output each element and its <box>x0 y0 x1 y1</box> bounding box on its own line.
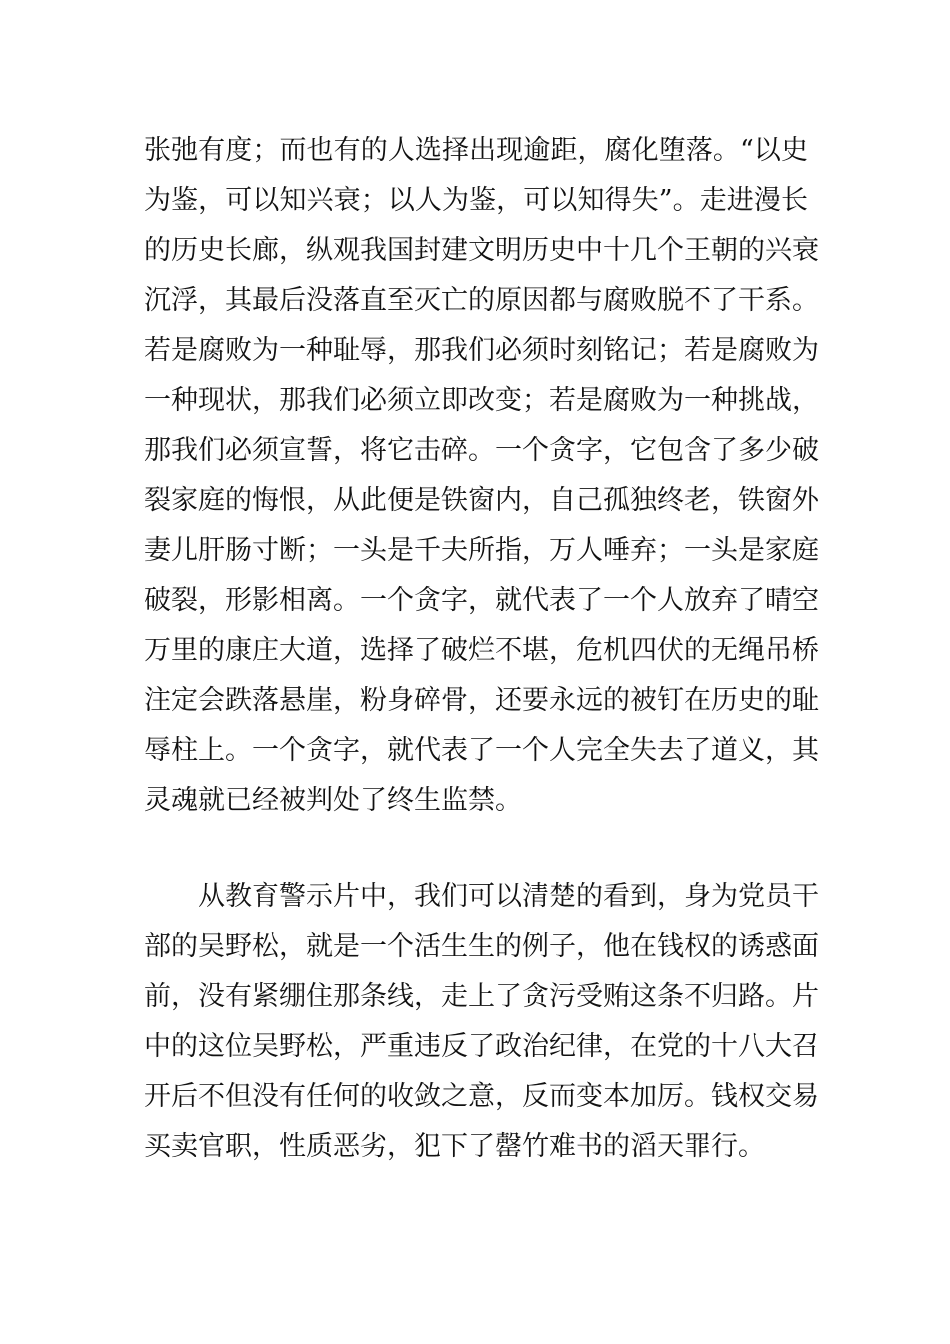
paragraph-line: 灵魂就已经被判处了终生监禁。 <box>144 785 522 816</box>
paragraph-line: 从教育警示片中，我们可以清楚的看到，身为党员干 <box>198 881 819 912</box>
paragraph-line: 中的这位吴野松，严重违反了政治纪律，在党的十八大召 <box>144 1031 819 1062</box>
paragraph-1 <box>144 126 819 826</box>
paragraph-line: 为鉴，可以知兴衰；以人为鉴，可以知得失”。走进漫长 <box>144 185 808 216</box>
paragraph-line: 开后不但没有任何的收敛之意，反而变本加厉。钱权交易 <box>144 1081 819 1112</box>
paragraph-line: 张弛有度；而也有的人选择出现逾距，腐化堕落。“以史 <box>144 135 808 166</box>
paragraph-line: 一种现状，那我们必须立即改变；若是腐败为一种挑战， <box>144 385 819 416</box>
paragraph-line: 前，没有紧绷住那条线，走上了贪污受贿这条不归路。片 <box>144 981 819 1012</box>
paragraph-line: 的历史长廊，纵观我国封建文明历史中十几个王朝的兴衰 <box>144 235 819 266</box>
paragraph-2 <box>144 872 819 1172</box>
paragraph-line: 那我们必须宣誓，将它击碎。一个贪字，它包含了多少破 <box>144 435 819 466</box>
paragraph-line: 破裂，形影相离。一个贪字，就代表了一个人放弃了晴空 <box>144 585 819 616</box>
paragraph-line: 裂家庭的悔恨，从此便是铁窗内，自己孤独终老，铁窗外 <box>144 485 819 516</box>
paragraph-line: 辱柱上。一个贪字，就代表了一个人完全失去了道义，其 <box>144 735 819 766</box>
paragraph-line: 部的吴野松，就是一个活生生的例子，他在钱权的诱惑面 <box>144 931 819 962</box>
paragraph-line: 若是腐败为一种耻辱，那我们必须时刻铭记；若是腐败为 <box>144 335 819 366</box>
paragraph-line: 沉浮，其最后没落直至灭亡的原因都与腐败脱不了干系。 <box>144 285 819 316</box>
paragraph-line: 买卖官职，性质恶劣，犯下了罄竹难书的滔天罪行。 <box>144 1131 765 1162</box>
paragraph-line: 妻儿肝肠寸断；一头是千夫所指，万人唾弃；一头是家庭 <box>144 535 819 566</box>
paragraph-line: 万里的康庄大道，选择了破烂不堪，危机四伏的无绳吊桥 <box>144 635 819 666</box>
paragraph-line: 注定会跌落悬崖，粉身碎骨，还要永远的被钉在历史的耻 <box>144 685 819 716</box>
